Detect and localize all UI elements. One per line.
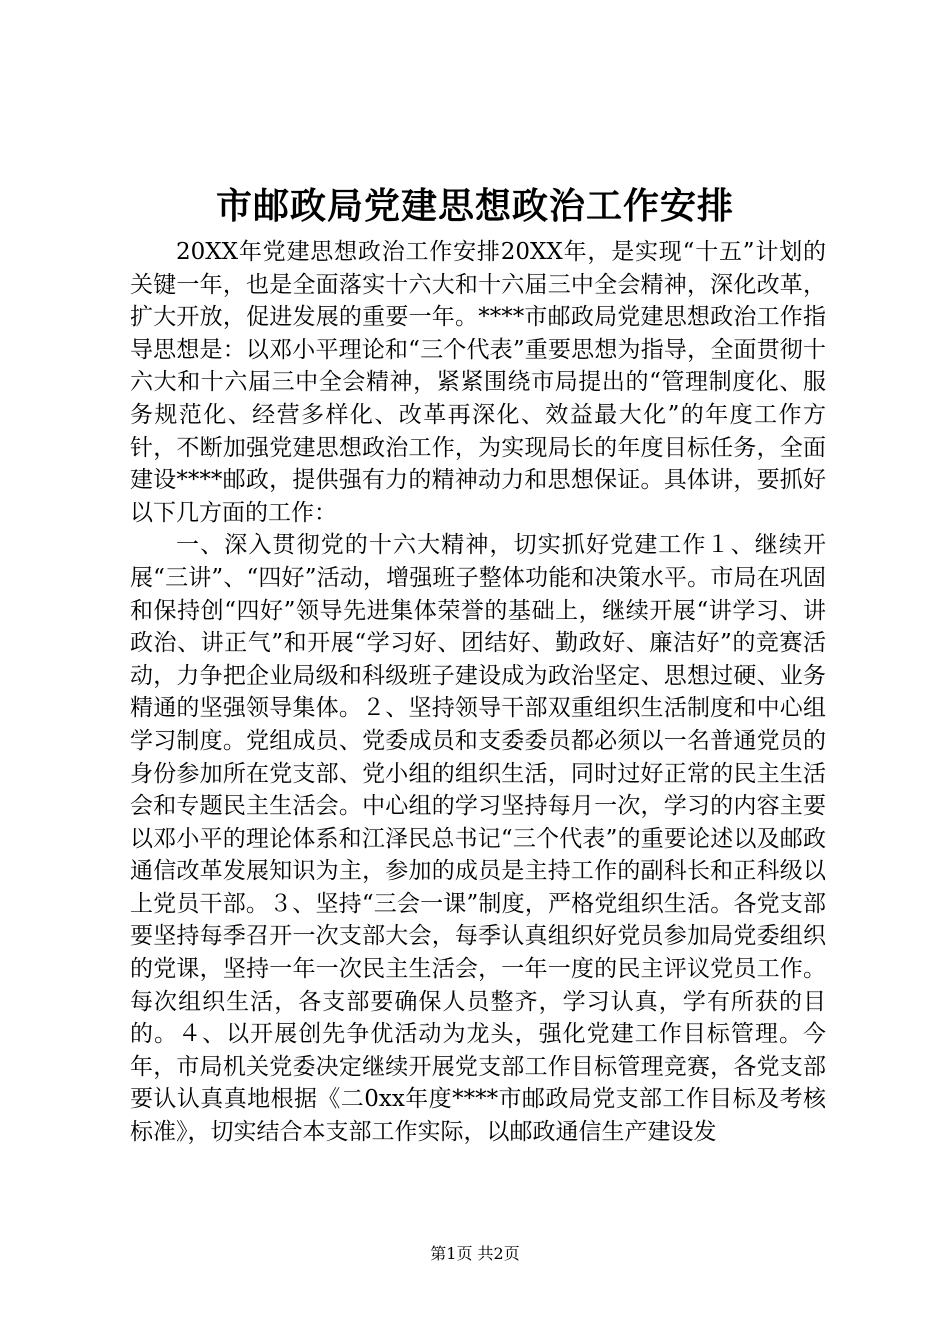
paragraph-intro: 20XX年党建思想政治工作安排20XX年，是实现“十五”计划的关键一年，也是全面落实十六大和十六届三中全会精神，深化改革，扩大开放，促进发展的重要一年。****市邮政局党建思想政治工作指导思想是：以邓小平理论和“三个代表”重要思想为指导，全面贯彻十六大和十六届三中全会精神，紧紧围绕市局提出的“管理制度化、服务规范化、经营多样化、改革再深化、效益最大化”的年度工作方针，不断加强党建思想政治工作，为实现局长的年度目标任务，全面建设****邮政，提供强有力的精神动力和思想保证。具体讲，要抓好以下几方面的工作： [130,239,826,526]
document-title: 市邮政局党建思想政治工作安排 [215,185,734,227]
page-number-footer: 第1页 共2页 [430,1244,520,1263]
document-body [130,236,826,1149]
paragraph-section-one: 一、深入贯彻党的十六大精神，切实抓好党建工作１、继续开展“三讲”、“四好”活动，增强班子整体功能和决策水平。市局在巩固和保持创“四好”领导先进集体荣誉的基础上，继续开展“讲学习、讲政治、讲正气”和开展“学习好、团结好、勤政好、廉洁好”的竞赛活动，力争把企业局级和科级班子建设成为政治坚定、思想过硬、业务精通的坚强领导集体。２、坚持领导干部双重组织生活制度和中心组学习制度。党组成员、党委成员和支委委员都必须以一名普通党员的身份参加所在党支部、党小组的组织生活，同时过好正常的民主生活会和专题民主生活会。中心组的学习坚持每月一次，学习的内容主要以邓小平的理论体系和江泽民总书记“三个代表”的重要论述以及邮政通信改革发展知识为主，参加的成员是主持工作的副科长和正科级以上党员干部。３、坚持“三会一课”制度，严格党组织生活。各党支部要坚持每季召开一次支部大会，每季认真组织好党员参加局党委组织的党课，坚持一年一次民主生活会，一年一度的民主评议党员工作。每次组织生活，各支部要确保人员整齐，学习认真，学有所获的目的。４、以开展创先争优活动为龙头，强化党建工作目标管理。今年，市局机关党委决定继续开展党支部工作目标管理竞赛，各党支部要认认真真地根据《二0xx年度****市邮政局党支部工作目标及考核标准》，切实结合本支部工作实际，以邮政通信生产建设发 [130,532,826,1146]
